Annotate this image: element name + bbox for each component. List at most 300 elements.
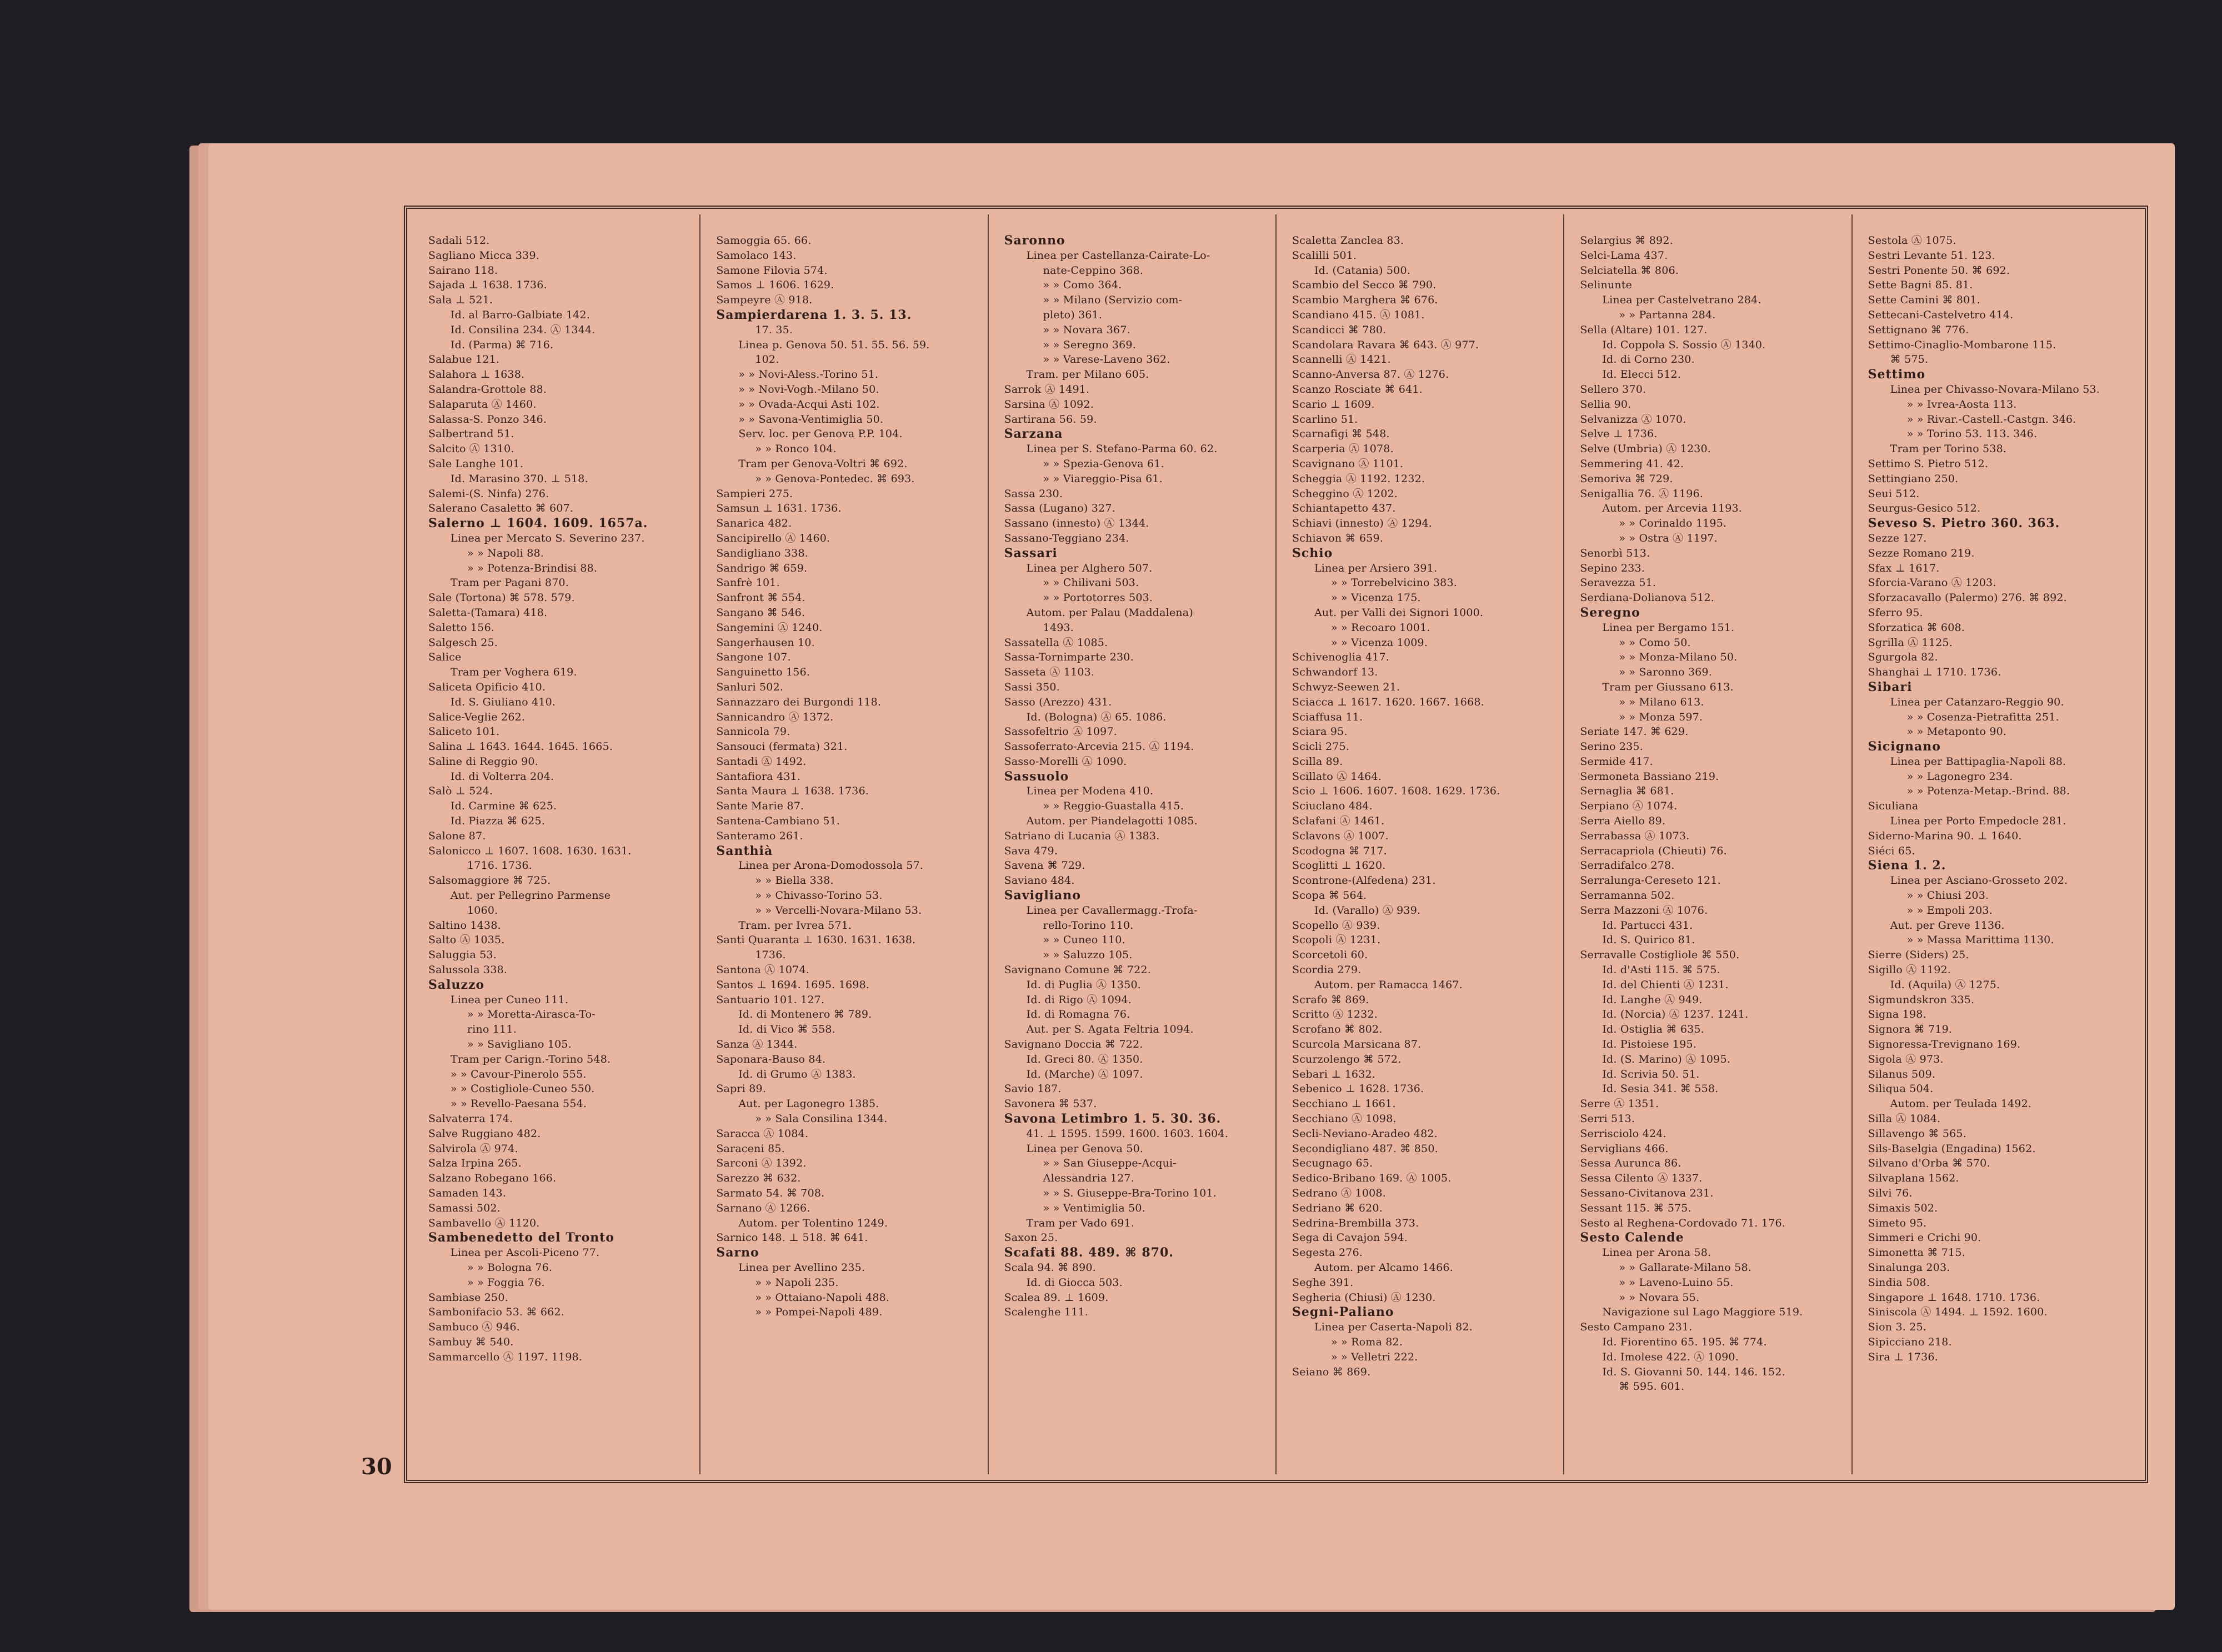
index-entry: Aut. per Lagonegro 1385. bbox=[738, 1098, 879, 1110]
page-number: 30 bbox=[361, 1454, 392, 1480]
index-entry: Sancipirello Ⓐ 1460. bbox=[716, 532, 830, 544]
index-entry: » » Como 50. bbox=[1619, 636, 1691, 649]
index-entry: » » Novara 367. bbox=[1043, 323, 1130, 336]
index-entry: Sava 479. bbox=[1004, 844, 1058, 857]
index-entry: » » Spezia-Genova 61. bbox=[1043, 457, 1164, 470]
index-entry: Sala ⊥ 521. bbox=[428, 294, 493, 307]
index-entry: Sedriano ⌘ 620. bbox=[1292, 1202, 1383, 1214]
index-entry: Sarmato 54. ⌘ 708. bbox=[716, 1187, 825, 1199]
index-entry: Seurgus-Gesico 512. bbox=[1868, 502, 1981, 515]
index-entry: » » Como 364. bbox=[1043, 279, 1122, 292]
index-entry: Sestri Ponente 50. ⌘ 692. bbox=[1868, 264, 2010, 277]
index-entry: Settecani-Castelvetro 414. bbox=[1868, 308, 2014, 321]
index-entry: Sangano ⌘ 546. bbox=[716, 606, 805, 619]
index-entry: Tram per Genova-Voltri ⌘ 692. bbox=[738, 457, 908, 470]
index-entry: Id. di Grumo Ⓐ 1383. bbox=[738, 1068, 856, 1080]
index-entry: » » Potenza-Metap.-Brind. 88. bbox=[1906, 785, 2070, 798]
index-entry: Serramanna 502. bbox=[1580, 889, 1675, 902]
index-entry: Santeramo 261. bbox=[716, 829, 803, 842]
station-heading: Sassuolo bbox=[1004, 769, 1069, 784]
index-entry: Saluggia 53. bbox=[428, 949, 497, 962]
index-entry: » » Monza 597. bbox=[1619, 710, 1703, 723]
index-entry: Saliceto 101. bbox=[428, 725, 500, 738]
index-entry: Sindia 508. bbox=[1868, 1276, 1930, 1289]
index-entry: Sion 3. 25. bbox=[1868, 1321, 1927, 1334]
index-entry: Autom. per Teulada 1492. bbox=[1890, 1098, 2032, 1110]
index-entry: Sasso-Morelli Ⓐ 1090. bbox=[1004, 755, 1127, 768]
index-entry: Scopello Ⓐ 939. bbox=[1292, 919, 1380, 932]
index-column-5 bbox=[1564, 214, 1852, 1474]
station-heading: Saronno bbox=[1004, 233, 1065, 248]
index-entry: Sgurgola 82. bbox=[1868, 651, 1938, 664]
index-entry: » » Revello-Paesana 554. bbox=[451, 1098, 587, 1110]
index-entry: Sambiase 250. bbox=[428, 1291, 508, 1304]
index-entry: Sessa Aurunca 86. bbox=[1580, 1157, 1681, 1170]
station-heading: Sicignano bbox=[1868, 739, 1941, 754]
index-entry: Id. di Volterra 204. bbox=[451, 770, 554, 783]
index-entry: Sclavons Ⓐ 1007. bbox=[1292, 829, 1389, 842]
index-entry: Sezze 127. bbox=[1868, 532, 1927, 544]
index-entry: Simmeri e Crichi 90. bbox=[1868, 1232, 1981, 1244]
index-entry: » » Vicenza 1009. bbox=[1330, 636, 1428, 649]
index-entry: Sannazzaro dei Burgondi 118. bbox=[716, 695, 882, 708]
index-entry: » » Napoli 235. bbox=[755, 1276, 839, 1289]
index-entry: Scambio del Secco ⌘ 790. bbox=[1292, 279, 1437, 292]
index-entry: Santa Maura ⊥ 1638. 1736. bbox=[716, 785, 869, 798]
index-entry: Salto Ⓐ 1035. bbox=[428, 934, 505, 947]
index-entry: Scontrone-(Alfedena) 231. bbox=[1292, 874, 1436, 887]
index-entry: Linea per Arona-Domodossola 57. bbox=[738, 859, 924, 872]
index-entry: Id. di Corno 230. bbox=[1602, 353, 1695, 366]
index-entry: ⌘ 595. 601. bbox=[1619, 1380, 1685, 1393]
index-entry: Linea per Bergamo 151. bbox=[1602, 621, 1735, 634]
index-entry: Sedrina-Brembilla 373. bbox=[1292, 1217, 1419, 1229]
index-entry: Serre Ⓐ 1351. bbox=[1580, 1098, 1659, 1110]
index-column-4 bbox=[1277, 214, 1564, 1474]
index-entry: Silvaplana 1562. bbox=[1868, 1172, 1959, 1185]
index-entry: Sammarcello Ⓐ 1197. 1198. bbox=[428, 1350, 583, 1363]
index-entry: Selinunte bbox=[1580, 279, 1633, 292]
index-entry: 1716. 1736. bbox=[467, 859, 533, 872]
index-entry: Segesta 276. bbox=[1292, 1246, 1363, 1259]
index-entry: Sannicandro Ⓐ 1372. bbox=[716, 710, 834, 723]
station-heading: Sambenedetto del Tronto bbox=[428, 1230, 615, 1245]
index-entry: » » Ventimiglia 50. bbox=[1043, 1202, 1145, 1214]
index-entry: Aut. per Greve 1136. bbox=[1890, 919, 2005, 932]
index-entry: Sandigliano 338. bbox=[716, 547, 809, 559]
index-entry: Scicli 275. bbox=[1292, 740, 1350, 753]
index-entry: Sezze Romano 219. bbox=[1868, 547, 1975, 559]
index-entry: Scandicci ⌘ 780. bbox=[1292, 323, 1387, 336]
index-entry: Siliqua 504. bbox=[1868, 1083, 1934, 1095]
index-entry: » » Vicenza 175. bbox=[1330, 592, 1421, 604]
station-heading: Saluzzo bbox=[428, 977, 485, 992]
index-entry: Serralunga-Cereseto 121. bbox=[1580, 874, 1721, 887]
index-entry: Savignano Doccia ⌘ 722. bbox=[1004, 1038, 1143, 1051]
index-entry: Sciaffusa 11. bbox=[1292, 710, 1363, 723]
index-entry: Sette Camini ⌘ 801. bbox=[1868, 294, 1980, 307]
index-entry: Schiantapetto 437. bbox=[1292, 502, 1396, 515]
index-entry: Linea per Avellino 235. bbox=[738, 1261, 865, 1274]
index-entry: Linea per Catanzaro-Reggio 90. bbox=[1890, 695, 2064, 708]
station-heading: Santhià bbox=[716, 843, 773, 858]
index-entry: Santona Ⓐ 1074. bbox=[716, 964, 810, 977]
index-entry: Salahora ⊥ 1638. bbox=[428, 368, 525, 381]
index-entry: Salassa-S. Ponzo 346. bbox=[428, 413, 547, 425]
index-entry: Sedico-Bribano 169. Ⓐ 1005. bbox=[1292, 1172, 1452, 1185]
station-heading: Savona Letimbro 1. 5. 30. 36. bbox=[1004, 1112, 1222, 1127]
index-entry: Santuario 101. 127. bbox=[716, 993, 825, 1006]
index-entry: » » Ottaiano-Napoli 488. bbox=[755, 1291, 890, 1304]
index-entry: » » Novi-Vogh.-Milano 50. bbox=[738, 383, 879, 396]
index-entry: Tram. per Milano 605. bbox=[1026, 368, 1149, 381]
index-entry: Scritto Ⓐ 1232. bbox=[1292, 1008, 1378, 1021]
index-entry: Senorbì 513. bbox=[1580, 547, 1650, 559]
index-entry: Samos ⊥ 1606. 1629. bbox=[716, 279, 834, 292]
index-entry: Id. Imolese 422. Ⓐ 1090. bbox=[1602, 1350, 1739, 1363]
index-entry: Selvanizza Ⓐ 1070. bbox=[1580, 413, 1686, 425]
index-entry: Scandiano 415. Ⓐ 1081. bbox=[1292, 308, 1425, 321]
index-entry: Scurzolengo ⌘ 572. bbox=[1292, 1053, 1402, 1065]
index-entry: Salvirola Ⓐ 974. bbox=[428, 1142, 518, 1155]
index-entry: Scario ⊥ 1609. bbox=[1292, 398, 1375, 411]
index-entry: Secugnago 65. bbox=[1292, 1157, 1373, 1170]
index-entry: Scarnafigi ⌘ 548. bbox=[1292, 428, 1390, 440]
index-entry: Serracapriola (Chieuti) 76. bbox=[1580, 844, 1727, 857]
index-entry: Sangemini Ⓐ 1240. bbox=[716, 621, 823, 634]
index-entry: Tram. per Ivrea 571. bbox=[738, 919, 852, 932]
index-entry: Sella (Altare) 101. 127. bbox=[1580, 323, 1708, 336]
index-entry: » » San Giuseppe-Acqui- bbox=[1043, 1157, 1177, 1170]
index-entry: Sfax ⊥ 1617. bbox=[1868, 562, 1940, 574]
index-entry: Sarrok Ⓐ 1491. bbox=[1004, 383, 1090, 396]
index-entry: » » Moretta-Airasca-To- bbox=[467, 1008, 595, 1021]
index-entry: Sassano-Teggiano 234. bbox=[1004, 532, 1129, 544]
index-entry: Secli-Neviano-Aradeo 482. bbox=[1292, 1127, 1438, 1140]
index-entry: Sambavello Ⓐ 1120. bbox=[428, 1217, 540, 1229]
index-entry: Satriano di Lucania Ⓐ 1383. bbox=[1004, 829, 1160, 842]
index-entry: Sanza Ⓐ 1344. bbox=[716, 1038, 798, 1051]
index-entry: Salvaterra 174. bbox=[428, 1113, 513, 1125]
index-entry: Secondigliano 487. ⌘ 850. bbox=[1292, 1142, 1438, 1155]
index-entry: Segheria (Chiusi) Ⓐ 1230. bbox=[1292, 1291, 1436, 1304]
index-entry: Sarsina Ⓐ 1092. bbox=[1004, 398, 1094, 411]
station-heading: Seveso S. Pietro 360. 363. bbox=[1868, 516, 2060, 531]
index-entry: Sierre (Siders) 25. bbox=[1868, 949, 1969, 962]
index-entry: Savignano Comune ⌘ 722. bbox=[1004, 964, 1151, 977]
index-entry: Id. Coppola S. Sossio Ⓐ 1340. bbox=[1602, 338, 1766, 351]
index-entry: 102. bbox=[755, 353, 779, 366]
station-heading: Seregno bbox=[1580, 605, 1640, 620]
index-entry: Silvi 76. bbox=[1868, 1187, 1913, 1199]
index-entry: Schivenoglia 417. bbox=[1292, 651, 1389, 664]
index-entry: Linea per Asciano-Grosseto 202. bbox=[1890, 874, 2068, 887]
index-entry: Sesto al Reghena-Cordovado 71. 176. bbox=[1580, 1217, 1785, 1229]
index-entry: » » Ronco 104. bbox=[755, 443, 837, 455]
index-entry: Scrofano ⌘ 802. bbox=[1292, 1023, 1383, 1036]
index-entry: Sapri 89. bbox=[716, 1083, 767, 1095]
index-entry: Saraceni 85. bbox=[716, 1142, 785, 1155]
index-entry: Scala 94. ⌘ 890. bbox=[1004, 1261, 1096, 1274]
index-entry: » » Saluzzo 105. bbox=[1043, 949, 1133, 962]
index-entry: Simeto 95. bbox=[1868, 1217, 1927, 1229]
index-entry: » » Saronno 369. bbox=[1619, 666, 1712, 679]
index-entry: Id. Consilina 234. Ⓐ 1344. bbox=[451, 323, 595, 336]
index-entry: » » Velletri 222. bbox=[1330, 1350, 1418, 1363]
index-entry: Serra Aiello 89. bbox=[1580, 815, 1666, 828]
index-entry: » » Gallarate-Milano 58. bbox=[1619, 1261, 1752, 1274]
index-entry: Sette Bagni 85. 81. bbox=[1868, 279, 1973, 292]
index-entry: Saracca Ⓐ 1084. bbox=[716, 1127, 809, 1140]
index-entry: Salza Irpina 265. bbox=[428, 1157, 522, 1170]
index-entry: Sils-Baselgia (Engadina) 1562. bbox=[1868, 1142, 2036, 1155]
index-column-1 bbox=[413, 214, 700, 1474]
index-entry: Shanghai ⊥ 1710. 1736. bbox=[1868, 666, 2001, 679]
index-entry: Seriate 147. ⌘ 629. bbox=[1580, 725, 1689, 738]
index-entry: Id. d'Asti 115. ⌘ 575. bbox=[1602, 964, 1720, 977]
index-entry: Sforzacavallo (Palermo) 276. ⌘ 892. bbox=[1868, 592, 2067, 604]
index-entry: » » Novara 55. bbox=[1619, 1291, 1700, 1304]
index-entry: Id. S. Quirico 81. bbox=[1602, 934, 1695, 947]
index-entry: Scopoli Ⓐ 1231. bbox=[1292, 934, 1381, 947]
index-entry: Saliceta Opificio 410. bbox=[428, 680, 546, 693]
index-entry: Signora ⌘ 719. bbox=[1868, 1023, 1953, 1036]
index-entry: Sarnano Ⓐ 1266. bbox=[716, 1202, 810, 1214]
index-entry: Scordia 279. bbox=[1292, 964, 1362, 977]
index-entry: Semoriva ⌘ 729. bbox=[1580, 472, 1673, 485]
index-entry: Id. Pistoiese 195. bbox=[1602, 1038, 1697, 1051]
index-entry: Sannicola 79. bbox=[716, 725, 790, 738]
index-entry: Seui 512. bbox=[1868, 487, 1920, 500]
index-entry: Sartirana 56. 59. bbox=[1004, 413, 1097, 425]
index-entry: » » Laveno-Luino 55. bbox=[1619, 1276, 1734, 1289]
index-entry: Autom. per Alcamo 1466. bbox=[1314, 1261, 1453, 1274]
index-entry: » » Torino 53. 113. 346. bbox=[1906, 428, 2038, 440]
index-entry: Settingiano 250. bbox=[1868, 472, 1959, 485]
index-entry: Signa 198. bbox=[1868, 1008, 1926, 1021]
index-entry: » » Partanna 284. bbox=[1619, 308, 1716, 321]
index-entry: 1736. bbox=[755, 949, 786, 962]
index-entry: Serrisciolo 424. bbox=[1580, 1127, 1666, 1140]
index-entry: Sigillo Ⓐ 1192. bbox=[1868, 964, 1951, 977]
index-entry: Id. di Giocca 503. bbox=[1026, 1276, 1123, 1289]
index-entry: Sinalunga 203. bbox=[1868, 1261, 1950, 1274]
index-entry: Salò ⊥ 524. bbox=[428, 785, 493, 798]
index-entry: Tram per Vado 691. bbox=[1026, 1217, 1135, 1229]
index-entry: Serpiano Ⓐ 1074. bbox=[1580, 800, 1678, 813]
index-entry: Sairano 118. bbox=[428, 264, 498, 277]
index-entry: Linea per Arsiero 391. bbox=[1314, 562, 1438, 574]
station-heading: Sarno bbox=[716, 1245, 759, 1260]
index-entry: Serrabassa Ⓐ 1073. bbox=[1580, 829, 1690, 842]
index-entry: Scanzo Rosciate ⌘ 641. bbox=[1292, 383, 1423, 396]
station-heading: Scafati 88. 489. ⌘ 870. bbox=[1004, 1245, 1174, 1260]
index-entry: Sassa-Tornimparte 230. bbox=[1004, 651, 1134, 664]
index-entry: Sega di Cavajon 594. bbox=[1292, 1232, 1408, 1244]
index-entry: Id. al Barro-Galbiate 142. bbox=[451, 308, 590, 321]
index-entry: Id. (S. Marino) Ⓐ 1095. bbox=[1602, 1053, 1730, 1065]
index-column-3 bbox=[989, 214, 1277, 1474]
index-entry: rino 111. bbox=[467, 1023, 517, 1036]
index-entry: Sigmundskron 335. bbox=[1868, 993, 1975, 1006]
index-entry: Sarnico 148. ⊥ 518. ⌘ 641. bbox=[716, 1232, 868, 1244]
index-entry: Linea per Modena 410. bbox=[1026, 785, 1154, 798]
index-entry: » » Vercelli-Novara-Milano 53. bbox=[755, 904, 922, 917]
index-entry: » » Portotorres 503. bbox=[1043, 592, 1153, 604]
index-entry: Sestri Levante 51. 123. bbox=[1868, 249, 1995, 262]
index-column-2 bbox=[700, 214, 988, 1474]
index-entry: Id. (Norcia) Ⓐ 1237. 1241. bbox=[1602, 1008, 1749, 1021]
index-entry: » » Massa Marittima 1130. bbox=[1906, 934, 2054, 947]
index-entry: Sciara 95. bbox=[1292, 725, 1348, 738]
index-entry: Siderno-Marina 90. ⊥ 1640. bbox=[1868, 829, 2022, 842]
index-entry: Id. Piazza ⌘ 625. bbox=[451, 815, 546, 828]
index-frame bbox=[404, 206, 2148, 1483]
index-entry: Linea per Ascoli-Piceno 77. bbox=[451, 1246, 600, 1259]
index-entry: 1493. bbox=[1043, 621, 1074, 634]
index-entry: » » Pompei-Napoli 489. bbox=[755, 1306, 883, 1319]
index-entry: Tram per Voghera 619. bbox=[451, 666, 577, 679]
index-entry: Sasseta Ⓐ 1103. bbox=[1004, 666, 1095, 679]
index-entry: Id. (Bologna) Ⓐ 65. 1086. bbox=[1026, 710, 1167, 723]
index-entry: Sellero 370. bbox=[1580, 383, 1647, 396]
station-heading: Settimo bbox=[1868, 367, 1926, 382]
index-entry: Sanfrè 101. bbox=[716, 577, 780, 589]
index-entry: » » Savona-Ventimiglia 50. bbox=[738, 413, 884, 425]
index-entry: Sambuy ⌘ 540. bbox=[428, 1335, 514, 1348]
station-heading: Siena 1. 2. bbox=[1868, 858, 1946, 873]
index-entry: Santadi Ⓐ 1492. bbox=[716, 755, 807, 768]
index-entry: Silvano d'Orba ⌘ 570. bbox=[1868, 1157, 1990, 1170]
index-entry: Salzano Robegano 166. bbox=[428, 1172, 557, 1185]
index-entry: Serri 513. bbox=[1580, 1113, 1635, 1125]
index-entry: Id. Scrivia 50. 51. bbox=[1602, 1068, 1700, 1080]
index-entry: Scarlino 51. bbox=[1292, 413, 1358, 425]
station-heading: Sibari bbox=[1868, 679, 1913, 694]
station-heading: Sesto Calende bbox=[1580, 1230, 1684, 1245]
index-entry: » » Ostra Ⓐ 1197. bbox=[1619, 532, 1718, 544]
index-entry: Sajada ⊥ 1638. 1736. bbox=[428, 279, 547, 292]
station-heading: Savigliano bbox=[1004, 888, 1081, 903]
index-entry: Salina ⊥ 1643. 1644. 1645. 1665. bbox=[428, 740, 613, 753]
index-entry: » » Napoli 88. bbox=[467, 547, 544, 559]
index-entry: nate-Ceppino 368. bbox=[1043, 264, 1144, 277]
index-entry: 1060. bbox=[467, 904, 498, 917]
index-entry: Sessa Cilento Ⓐ 1337. bbox=[1580, 1172, 1703, 1185]
index-entry: Selargius ⌘ 892. bbox=[1580, 234, 1673, 247]
index-entry: Id. Ostiglia ⌘ 635. bbox=[1602, 1023, 1704, 1036]
index-entry: Sermoneta Bassiano 219. bbox=[1580, 770, 1719, 783]
index-entry: Linea per Cuneo 111. bbox=[451, 993, 569, 1006]
index-entry: Salabue 121. bbox=[428, 353, 500, 366]
index-entry: Serdiana-Dolianova 512. bbox=[1580, 592, 1715, 604]
index-entry: Salonicco ⊥ 1607. 1608. 1630. 1631. bbox=[428, 844, 632, 857]
index-entry: Linea per Chivasso-Novara-Milano 53. bbox=[1890, 383, 2100, 396]
index-entry: Sarezzo ⌘ 632. bbox=[716, 1172, 801, 1185]
index-entry: Linea per Mercato S. Severino 237. bbox=[451, 532, 645, 544]
index-entry: Id. Carmine ⌘ 625. bbox=[451, 800, 557, 813]
index-entry: Santi Quaranta ⊥ 1630. 1631. 1638. bbox=[716, 934, 916, 947]
index-entry: Aut. per S. Agata Feltria 1094. bbox=[1026, 1023, 1194, 1036]
index-entry: Id. S. Giovanni 50. 144. 146. 152. bbox=[1602, 1365, 1785, 1378]
index-entry: Navigazione sul Lago Maggiore 519. bbox=[1602, 1306, 1803, 1319]
index-entry: » » Novi-Aless.-Torino 51. bbox=[738, 368, 879, 381]
index-entry: Schwandorf 13. bbox=[1292, 666, 1378, 679]
index-entry: Savio 187. bbox=[1004, 1083, 1062, 1095]
index-entry: » » Varese-Laveno 362. bbox=[1043, 353, 1170, 366]
index-entry: Autom. per Tolentino 1249. bbox=[738, 1217, 888, 1229]
index-entry: Linea per Castelvetrano 284. bbox=[1602, 294, 1761, 307]
index-entry: Linea per Genova 50. bbox=[1026, 1142, 1144, 1155]
index-entry: Salerano Casaletto ⌘ 607. bbox=[428, 502, 574, 515]
index-entry: Salussola 338. bbox=[428, 964, 508, 977]
index-entry: Id. di Rigo Ⓐ 1094. bbox=[1026, 993, 1132, 1006]
station-heading: Sassari bbox=[1004, 545, 1058, 560]
index-entry: » » Potenza-Brindisi 88. bbox=[467, 562, 598, 574]
index-entry: Sadali 512. bbox=[428, 234, 490, 247]
index-entry: Sanfront ⌘ 554. bbox=[716, 592, 805, 604]
index-entry: Salice bbox=[428, 651, 462, 664]
index-entry: Sipicciano 218. bbox=[1868, 1335, 1952, 1348]
index-entry: Id. Sesia 341. ⌘ 558. bbox=[1602, 1083, 1719, 1095]
index-entry: » » Corinaldo 1195. bbox=[1619, 517, 1727, 530]
index-entry: » » Recoaro 1001. bbox=[1330, 621, 1430, 634]
index-entry: Seravezza 51. bbox=[1580, 577, 1657, 589]
index-entry: Sanguinetto 156. bbox=[716, 666, 810, 679]
index-entry: » » Milano 613. bbox=[1619, 695, 1704, 708]
index-entry: Id. (Parma) ⌘ 716. bbox=[451, 338, 554, 351]
index-entry: Scarperia Ⓐ 1078. bbox=[1292, 443, 1394, 455]
index-entry: Schiavi (innesto) Ⓐ 1294. bbox=[1292, 517, 1433, 530]
index-entry: Scheggia Ⓐ 1192. 1232. bbox=[1292, 472, 1425, 485]
index-entry: Id. di Romagna 76. bbox=[1026, 1008, 1130, 1021]
index-entry: Scilla 89. bbox=[1292, 755, 1343, 768]
index-entry: » » Chivasso-Torino 53. bbox=[755, 889, 883, 902]
index-entry: Sanarica 482. bbox=[716, 517, 792, 530]
index-entry: Autom. per Piandelagotti 1085. bbox=[1026, 815, 1198, 828]
index-entry: Id. (Marche) Ⓐ 1097. bbox=[1026, 1068, 1143, 1080]
index-entry: Sferro 95. bbox=[1868, 606, 1923, 619]
index-entry: Sansouci (fermata) 321. bbox=[716, 740, 848, 753]
index-entry: Sclafani Ⓐ 1461. bbox=[1292, 815, 1385, 828]
index-entry: Saltino 1438. bbox=[428, 919, 501, 932]
index-entry: Salbertrand 51. bbox=[428, 428, 514, 440]
index-entry: Sessano-Civitanova 231. bbox=[1580, 1187, 1714, 1199]
index-entry: » » Torrebelvicino 383. bbox=[1330, 577, 1457, 589]
index-entry: ⌘ 575. bbox=[1890, 353, 1929, 366]
index-entry: Scalenghe 111. bbox=[1004, 1306, 1088, 1319]
index-entry: Schwyz-Seewen 21. bbox=[1292, 680, 1400, 693]
index-entry: Scoglitti ⊥ 1620. bbox=[1292, 859, 1386, 872]
index-entry: Sambonifacio 53. ⌘ 662. bbox=[428, 1306, 565, 1319]
index-entry: » » Seregno 369. bbox=[1043, 338, 1136, 351]
index-entry: » » Ovada-Acqui Asti 102. bbox=[738, 398, 880, 411]
index-entry: Serradifalco 278. bbox=[1580, 859, 1675, 872]
index-column-6 bbox=[1853, 214, 2139, 1474]
index-entry: Linea per Cavallermagg.-Trofa- bbox=[1026, 904, 1198, 917]
index-entry: » » Biella 338. bbox=[755, 874, 834, 887]
index-entry: Scalea 89. ⊥ 1609. bbox=[1004, 1291, 1109, 1304]
index-entry: Id. Langhe Ⓐ 949. bbox=[1602, 993, 1703, 1006]
index-entry: Serv. loc. per Genova P.P. 104. bbox=[738, 428, 903, 440]
station-heading: Segni-Paliano bbox=[1292, 1305, 1394, 1320]
index-entry: Sassofeltrio Ⓐ 1097. bbox=[1004, 725, 1117, 738]
index-entry: Sandrigo ⌘ 659. bbox=[716, 562, 808, 574]
index-entry: Salandra-Grottole 88. bbox=[428, 383, 547, 396]
index-entry: Seghe 391. bbox=[1292, 1276, 1354, 1289]
index-entry: Secchiano Ⓐ 1098. bbox=[1292, 1113, 1397, 1125]
index-entry: Serviglians 466. bbox=[1580, 1142, 1669, 1155]
